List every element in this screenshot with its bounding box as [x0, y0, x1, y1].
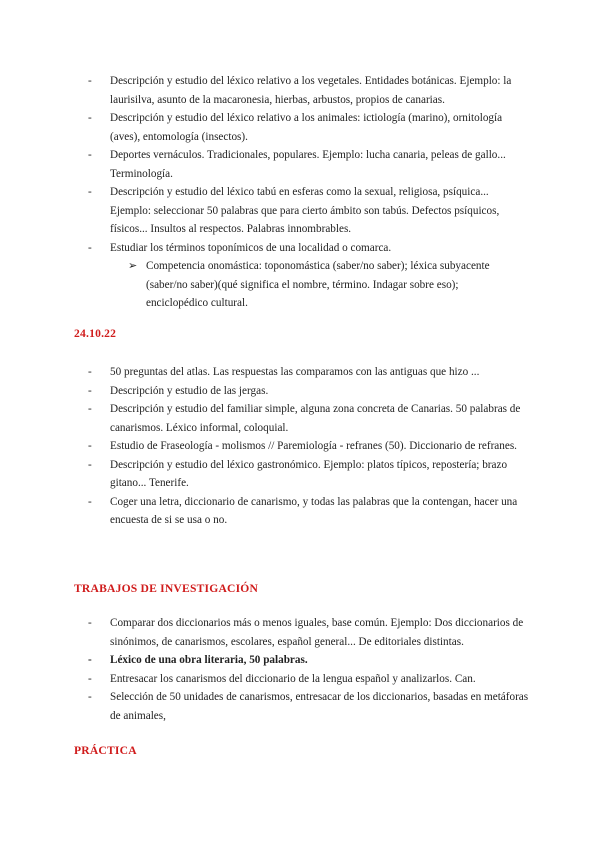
list-item: - Estudio de Fraseología - molismos // Paremiología - refranes (50). Diccionario de refranes.: [0, 437, 530, 456]
dash-bullet: -: [88, 617, 92, 629]
dash-bullet: -: [88, 495, 92, 508]
list-item: - Selección de 50 unidades de canarismos, entresacar de los diccionarios, basadas en metáforas de animales,: [0, 688, 530, 725]
dash-bullet: -: [88, 366, 92, 378]
dash-bullet: -: [88, 458, 92, 471]
dash-bullet: -: [88, 654, 92, 666]
list-item: - Descripción y estudio del léxico relativo a los vegetales. Entidades botánicas. Ejemplo: la laurisilva, asunto de la macaronesia, hierbas, arbustos, propios de canarias.: [0, 72, 530, 109]
list-item: - Deportes vernáculos. Tradicionales, populares. Ejemplo: lucha canaria, peleas de gallo... Terminología.: [0, 146, 530, 183]
list-item: - 50 preguntas del atlas. Las respuestas las comparamos con las antiguas que hizo ...: [0, 363, 530, 382]
list-item: - Descripción y estudio de las jergas.: [0, 382, 530, 401]
list-item: - Descripción y estudio del léxico tabú en esferas como la sexual, religiosa, psíquica... Ejemplo: seleccionar 50 palabras que para cierto ámbito son tabús. Defectos psíquicos, físicos... Insultos al respectos. Palabras innombrables.: [0, 183, 530, 239]
dash-bullet: -: [88, 75, 92, 87]
arrow-bullet-icon: ➢: [128, 260, 138, 272]
sub-list-item: ➢ Competencia onomástica: toponomástica (saber/no saber); léxica subyacente (saber/no saber)(qué significa el nombre, término. Indagar sobre eso); enciclopédico cultural.: [0, 257, 520, 313]
dash-bullet: -: [88, 241, 92, 254]
section-heading-trabajos: TRABAJOS DE INVESTIGACIÓN: [74, 582, 259, 595]
list-trabajos: [0, 614, 530, 725]
list-item: - Descripción y estudio del léxico gastronómico. Ejemplo: platos típicos, repostería; brazo gitano... Tenerife.: [0, 456, 530, 493]
dash-bullet: -: [88, 112, 92, 124]
list-item: - Estudiar los términos toponímicos de una localidad o comarca.: [0, 239, 530, 258]
list-lexico-topics: [0, 72, 530, 313]
dash-bullet: -: [88, 384, 92, 397]
list-item: - Descripción y estudio del léxico relativo a los animales: ictiología (marino), ornitología (aves), entomología (insectos).: [0, 109, 530, 146]
dash-bullet: -: [88, 691, 92, 703]
dash-bullet: -: [88, 672, 92, 685]
list-item: - Entresacar los canarismos del diccionario de la lengua español y analizarlos. Can.: [0, 670, 530, 689]
dash-bullet: -: [88, 186, 92, 198]
dash-bullet: -: [88, 149, 92, 161]
section-heading-practica: PRÁCTICA: [74, 744, 137, 757]
dash-bullet: -: [88, 440, 92, 452]
dash-bullet: -: [88, 403, 92, 415]
list-item: - Comparar dos diccionarios más o menos iguales, base común. Ejemplo: Dos diccionarios de sinónimos, de canarismos, escolares, español general... De editoriales distintas.: [0, 614, 530, 651]
list-item: - Descripción y estudio del familiar simple, alguna zona concreta de Canarias. 50 palabras de canarismos. Léxico informal, coloquial.: [0, 400, 530, 437]
list-item-bold: - Léxico de una obra literaria, 50 palabras.: [0, 651, 530, 670]
list-item: - Coger una letra, diccionario de canarismo, y todas las palabras que la contengan, hacer una encuesta de si se usa o no.: [0, 493, 530, 530]
list-more-topics: [0, 363, 530, 530]
section-heading-date: 24.10.22: [74, 327, 117, 340]
